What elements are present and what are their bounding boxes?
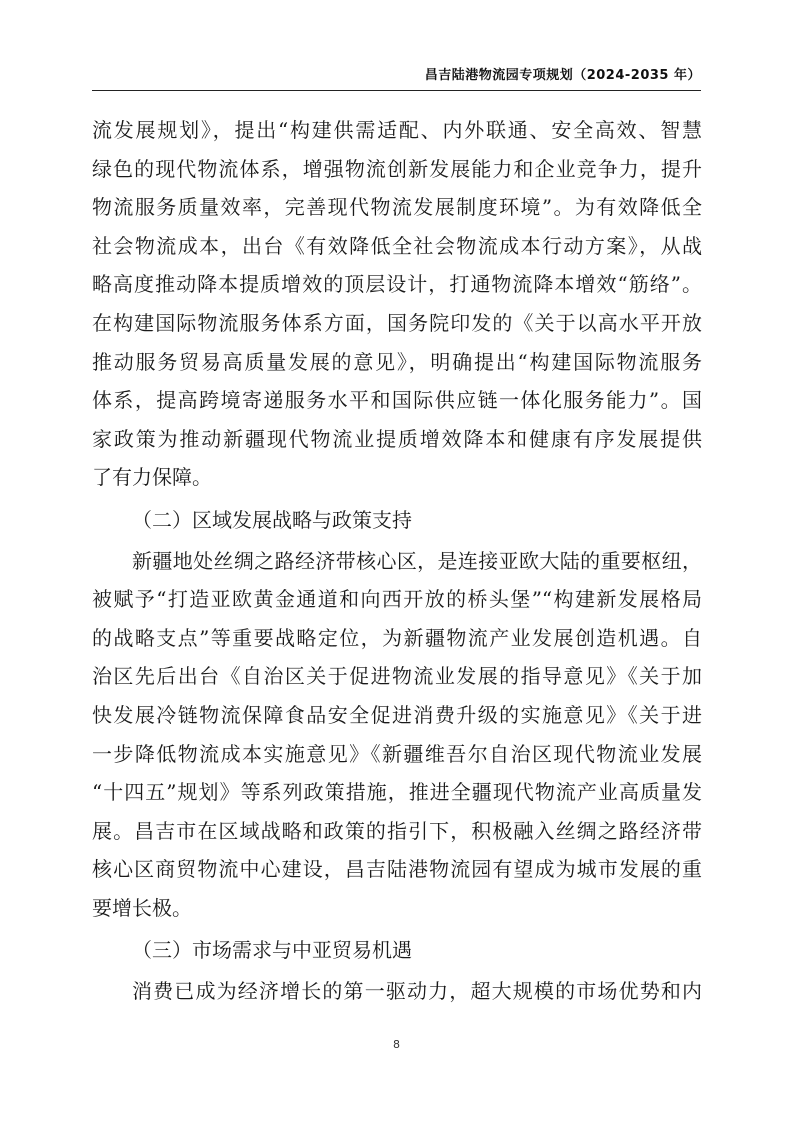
text-line: 要增长极。 bbox=[92, 895, 192, 920]
paragraph-policy-support bbox=[92, 111, 702, 497]
paragraph-market-demand bbox=[92, 972, 702, 1011]
text-line: 的战略支点”等重要战略定位，为新疆物流产业发展创造机遇。自 bbox=[92, 625, 702, 650]
text-line: 快发展冷链物流保障食品安全促进消费升级的实施意见》《关于进 bbox=[92, 702, 702, 727]
text-line: 核心区商贸物流中心建设，昌吉陆港物流园有望成为城市发展的重 bbox=[92, 857, 702, 882]
document-title: 昌吉陆港物流园专项规划（2024-2035 年） bbox=[424, 68, 701, 83]
section-heading-regional-strategy: （二）区域发展战略与政策支持 bbox=[132, 507, 412, 532]
text-line: 家政策为推动新疆现代物流业提质增效降本和健康有序发展提供 bbox=[92, 426, 702, 451]
text-line: “十四五”规划》等系列政策措施，推进全疆现代物流产业高质量发 bbox=[92, 780, 702, 805]
page-body bbox=[92, 111, 702, 1011]
text-line: 物流服务质量效率，完善现代物流发展制度环境”。为有效降低全 bbox=[92, 195, 702, 220]
text-line: 推动服务贸易高质量发展的意见》，明确提出“构建国际物流服务 bbox=[92, 349, 702, 374]
text-line: 社会物流成本，出台《有效降低全社会物流成本行动方案》，从战 bbox=[92, 233, 702, 258]
text-line: 在构建国际物流服务体系方面，国务院印发的《关于以高水平开放 bbox=[92, 310, 702, 335]
text-line: 新疆地处丝绸之路经济带核心区，是连接亚欧大陆的重要枢纽， bbox=[132, 548, 702, 573]
text-line: 体系，提高跨境寄递服务水平和国际供应链一体化服务能力”。国 bbox=[92, 388, 702, 413]
text-line: 了有力保障。 bbox=[92, 465, 212, 490]
text-line: 被赋予“打造亚欧黄金通道和向西开放的桥头堡”“构建新发展格局 bbox=[92, 587, 702, 612]
page-number: 8 bbox=[393, 1038, 400, 1051]
section-heading-market-demand: （三）市场需求与中亚贸易机遇 bbox=[132, 938, 412, 963]
running-header bbox=[92, 64, 701, 91]
text-line: 绿色的现代物流体系，增强物流创新发展能力和企业竞争力，提升 bbox=[92, 156, 702, 181]
text-line: 治区先后出台《自治区关于促进物流业发展的指导意见》《关于加 bbox=[92, 664, 702, 689]
text-line: 略高度推动降本提质增效的顶层设计，打通物流降本增效“筋络”。 bbox=[92, 272, 702, 297]
paragraph-regional-strategy bbox=[92, 542, 702, 928]
text-line: 一步降低物流成本实施意见》《新疆维吾尔自治区现代物流业发展 bbox=[92, 741, 702, 766]
text-line: 展。昌吉市在区域战略和政策的指引下，积极融入丝绸之路经济带 bbox=[92, 818, 702, 843]
text-line: 消费已成为经济增长的第一驱动力，超大规模的市场优势和内 bbox=[132, 979, 702, 1004]
text-line: 流发展规划》，提出“构建供需适配、内外联通、安全高效、智慧 bbox=[92, 118, 702, 142]
